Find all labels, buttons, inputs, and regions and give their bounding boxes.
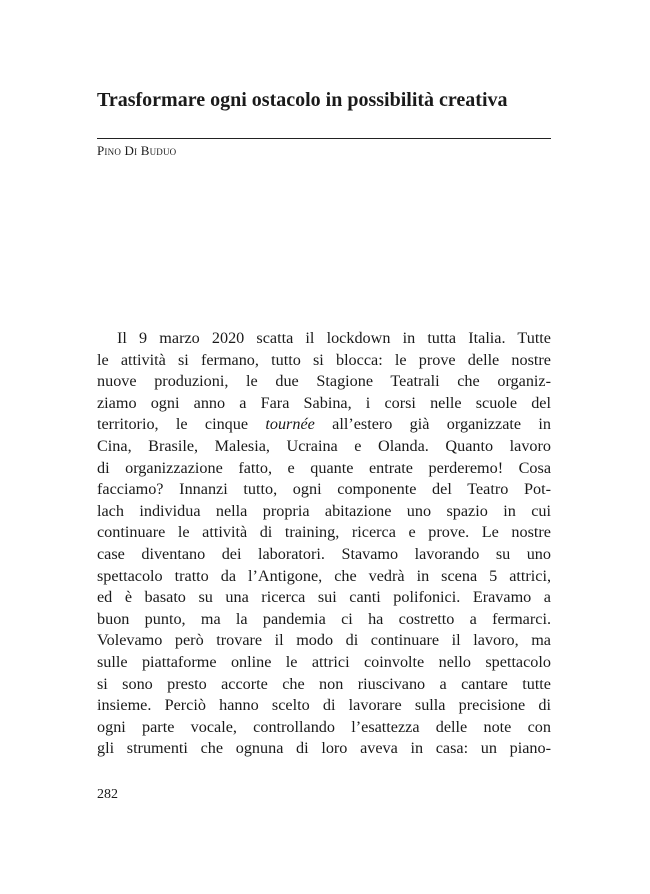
body-line: Cina, Brasile, Malesia, Ucraina e Olanda. Quanto lavoro xyxy=(97,436,551,455)
body-line: ed è basato su una ricerca sui canti polifonici. Eravamo a xyxy=(97,588,551,607)
body-line: facciamo? Innanzi tutto, ogni componente del Teatro Pot- xyxy=(97,480,551,499)
body-line: gli strumenti che ognuna di loro aveva in casa: un piano- xyxy=(97,739,551,758)
body-line: ogni parte vocale, controllando l’esattezza delle note con xyxy=(97,717,551,736)
body-line: sulle piattaforme online le attrici coinvolte nello spettacolo xyxy=(97,652,551,671)
body-line: insieme. Perciò hanno scelto di lavorare sulla precisione di xyxy=(97,696,551,715)
body-line: di organizzazione fatto, e quante entrate perderemo! Cosa xyxy=(97,458,551,477)
body-line: spettacolo tratto da l’Antigone, che vedrà in scena 5 attrici, xyxy=(97,566,551,585)
body-line: le attività si fermano, tutto si blocca: le prove delle nostre xyxy=(97,350,551,369)
article-title: Trasformare ogni ostacolo in possibilità creativa xyxy=(97,89,508,111)
body-line: territorio, le cinque tournée all’estero già organizzate in xyxy=(97,415,551,434)
title-divider xyxy=(97,138,551,139)
body-line: case diventano dei laboratori. Stavamo lavorando su uno xyxy=(97,544,551,563)
body-line: buon punto, ma la pandemia ci ha costretto a fermarci. xyxy=(97,609,551,628)
article-body xyxy=(97,328,551,760)
body-line: Volevamo però trovare il modo di continuare il lavoro, ma xyxy=(97,631,551,650)
body-line: Il 9 marzo 2020 scatta il lockdown in tutta Italia. Tutte xyxy=(117,329,551,347)
italic-term: tournée xyxy=(265,415,315,434)
body-line: ziamo ogni anno a Fara Sabina, i corsi nelle scuole del xyxy=(97,393,551,412)
body-line: si sono presto accorte che non riuscivano a cantare tutte xyxy=(97,674,551,693)
page-number: 282 xyxy=(97,787,118,802)
body-line: lach individua nella propria abitazione uno spazio in cui xyxy=(97,501,551,520)
body-line: continuare le attività di training, ricerca e prove. Le nostre xyxy=(97,523,551,542)
body-line: nuove produzioni, le due Stagione Teatrali che organiz- xyxy=(97,372,551,391)
article-author: Pino Di Buduo xyxy=(97,143,177,158)
